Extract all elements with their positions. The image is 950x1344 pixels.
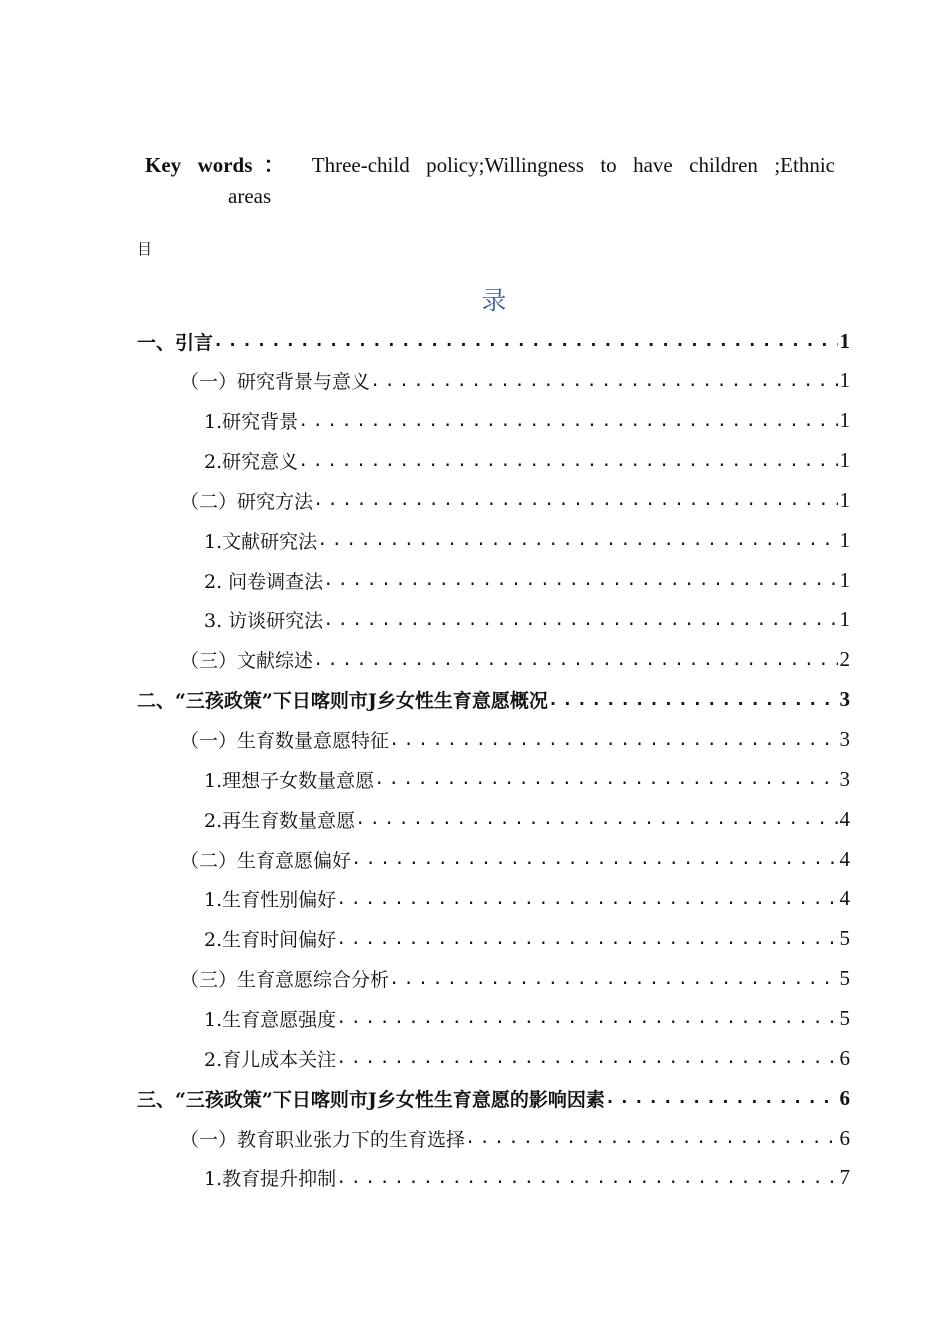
toc-entry-page-number: 6 <box>839 1085 850 1110</box>
toc-dot-leader <box>313 490 837 510</box>
toc-dot-leader <box>355 809 837 829</box>
toc-dot-leader <box>389 969 837 989</box>
toc-entry-page-number: 5 <box>839 926 850 951</box>
toc-entry[interactable] <box>204 560 850 600</box>
toc-entry[interactable] <box>204 1038 850 1078</box>
toc-entry[interactable] <box>204 520 850 560</box>
toc-dot-leader <box>313 650 837 670</box>
toc-entry-page-number: 2 <box>839 647 850 672</box>
toc-entry-title: （三）生育意愿综合分析 <box>180 969 390 992</box>
toc-entry-title: 1.教育提升抑制 <box>204 1168 337 1191</box>
toc-dot-leader <box>336 929 837 949</box>
toc-entry[interactable] <box>180 839 850 879</box>
toc-entry[interactable] <box>137 321 850 361</box>
toc-dot-leader <box>298 451 837 471</box>
toc-entry-title: 2. 问卷调查法 <box>204 570 324 593</box>
toc-dot-leader <box>370 371 837 391</box>
toc-dot-leader <box>323 570 837 590</box>
toc-entry-page-number: 1 <box>839 567 850 592</box>
toc-dot-leader <box>351 849 837 869</box>
keywords-paragraph <box>145 150 835 181</box>
toc-entry[interactable] <box>204 799 850 839</box>
toc-dot-leader <box>465 1128 837 1148</box>
toc-entry[interactable] <box>204 401 850 441</box>
toc-entry[interactable] <box>204 998 850 1038</box>
toc-entry[interactable] <box>137 1078 850 1118</box>
toc-entry-page-number: 1 <box>839 487 850 512</box>
toc-dot-leader <box>317 530 837 550</box>
toc-dot-leader <box>336 1048 837 1068</box>
toc-heading-second-char: 录 <box>481 286 507 315</box>
toc-entry-page-number: 3 <box>839 727 850 751</box>
toc-entry[interactable] <box>180 361 850 401</box>
toc-entry[interactable] <box>180 720 850 760</box>
toc-entry[interactable] <box>137 680 850 720</box>
toc-entry-page-number: 3 <box>839 687 850 712</box>
toc-dot-leader <box>213 331 837 351</box>
toc-entry-title: 1.生育性别偏好 <box>204 889 337 912</box>
toc-entry-page-number: 4 <box>839 806 850 831</box>
toc-entry-page-number: 3 <box>839 766 850 791</box>
toc-entry-page-number: 4 <box>839 846 850 871</box>
toc-dot-leader <box>605 1088 838 1108</box>
toc-entry-title: （一）生育数量意愿特征 <box>180 730 390 752</box>
toc-entry[interactable] <box>204 879 850 919</box>
keywords-label: Key words： <box>145 153 296 177</box>
toc-entry-page-number: 1 <box>839 408 850 433</box>
toc-dot-leader <box>336 889 837 909</box>
toc-entry[interactable] <box>204 1158 850 1198</box>
toc-entry-page-number: 1 <box>839 527 850 552</box>
toc-dot-leader <box>336 1008 837 1028</box>
toc-entry-title: 一、引言 <box>137 331 214 354</box>
toc-dot-leader <box>389 730 837 750</box>
toc-entry[interactable] <box>204 919 850 959</box>
toc-entry[interactable] <box>180 959 850 999</box>
toc-entry[interactable] <box>180 480 850 520</box>
toc-entry-page-number: 1 <box>839 448 850 473</box>
toc-entry-page-number: 5 <box>839 1005 850 1030</box>
toc-entry-title: （二）研究方法 <box>180 490 314 513</box>
toc-entry-title: （一）研究背景与意义 <box>180 371 371 394</box>
toc-entry-page-number: 1 <box>839 607 850 632</box>
toc-entry-page-number: 7 <box>839 1165 850 1190</box>
toc-entry-title: （三）文献综述 <box>180 650 314 673</box>
toc-entry-title: 2.研究意义 <box>204 451 299 474</box>
toc-dot-leader <box>323 610 837 630</box>
toc-entry[interactable] <box>180 1118 850 1158</box>
toc-dot-leader <box>298 411 837 431</box>
toc-entry[interactable] <box>204 441 850 481</box>
keywords-text-continued: areas <box>228 184 272 208</box>
toc-entry-page-number: 6 <box>839 1045 850 1070</box>
toc-entry[interactable] <box>204 759 850 799</box>
toc-entry-title: 三、“三孩政策”下日喀则市J乡女性生育意愿的影响因素 <box>137 1088 605 1111</box>
toc-entry-title: （一）教育职业张力下的生育选择 <box>180 1128 466 1151</box>
toc-entry-title: 1.生育意愿强度 <box>204 1008 337 1031</box>
toc-dot-leader <box>374 769 837 789</box>
toc-dot-leader <box>336 1168 837 1188</box>
toc-entry-title: 2.生育时间偏好 <box>204 929 337 952</box>
toc-entry-title: （二）生育意愿偏好 <box>180 849 352 872</box>
keywords-text: Three-child policy;Willingness to have children ;Ethnic <box>311 153 835 177</box>
toc-entry[interactable] <box>204 600 850 640</box>
toc-entry-title: 1.文献研究法 <box>204 530 318 553</box>
toc-heading-first-char: 目 <box>137 240 153 258</box>
toc-entry[interactable] <box>180 640 850 680</box>
toc-entry-title: 2.再生育数量意愿 <box>204 809 356 832</box>
toc-entry-title: 二、“三孩政策”下日喀则市J乡女性生育意愿概况 <box>137 690 548 713</box>
toc-entry-page-number: 4 <box>839 886 850 911</box>
toc-entry-title: 3. 访谈研究法 <box>204 610 324 633</box>
toc-entry-page-number: 5 <box>839 966 850 991</box>
toc-entry-title: 1.理想子女数量意愿 <box>204 769 375 792</box>
toc-entry-title: 2.育儿成本关注 <box>204 1048 337 1071</box>
toc-entry-page-number: 1 <box>839 328 850 353</box>
toc-entry-title: 1.研究背景 <box>204 411 299 434</box>
toc-entry-page-number: 1 <box>839 368 850 393</box>
toc-entry-page-number: 6 <box>839 1125 850 1150</box>
toc-dot-leader <box>548 690 838 710</box>
